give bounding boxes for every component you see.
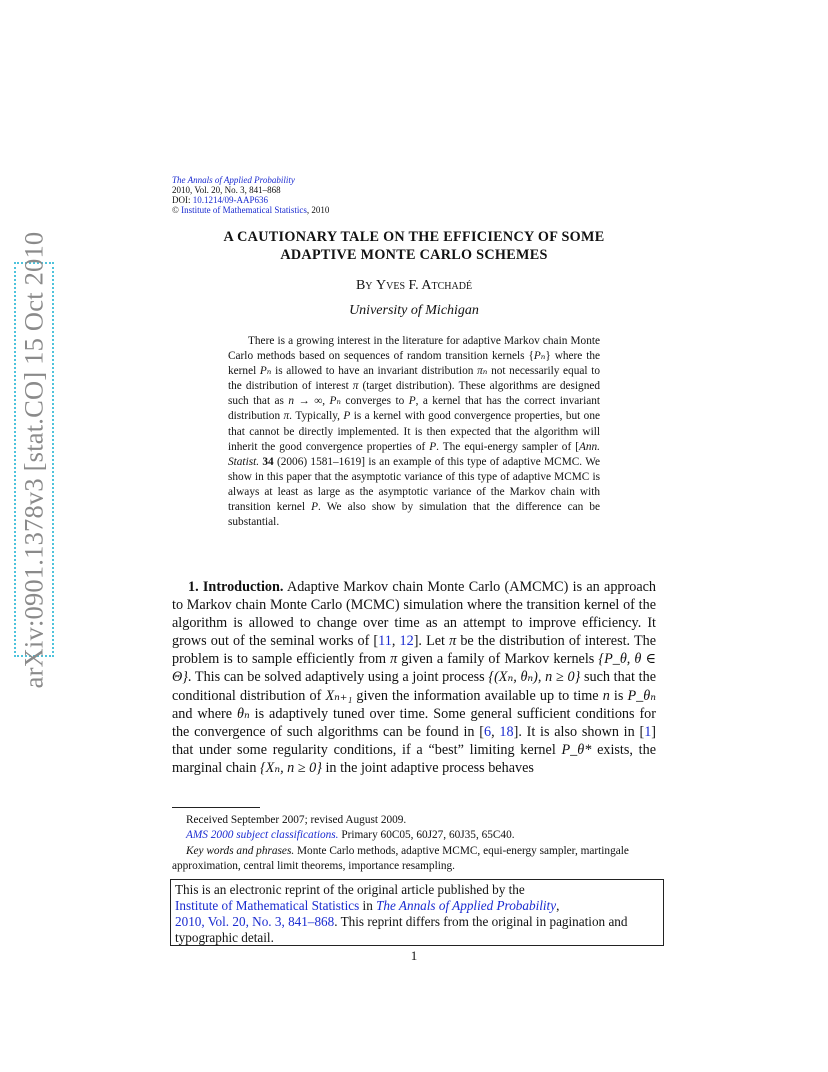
keywords: Key words and phrases. Monte Carlo methods, adaptive MCMC, equi-energy sampler, martingale approximation, central limit theorems, importance resampling. xyxy=(172,844,629,872)
introduction-paragraph: 1. Introduction. Adaptive Markov chain Monte Carlo (AMCMC) is an approach to Markov chain Monte Carlo (MCMC) simulation where the transition kernel of the algorithm is allowed to change over time as an attempt to improve efficiency. It grows out of the seminal works of [11, 12]. Let π be the distribution of interest. The problem is to sample efficiently from π given a family of Markov kernels {P_θ, θ ∈ Θ}. This can be solved adaptively using a joint process {(Xₙ, θₙ), n ≥ 0} such that the conditional distribution of Xₙ₊₁ given the information available up to time n is P_θₙ and where θₙ is adaptively tuned over time. Some general sufficient conditions for the convergence of such algorithms can be found in [6, 18]. It is also shown in [1] that under some regularity conditions, if a “best” limiting kernel P_θ* exists, the marginal chain {Xₙ, n ≥ 0} in the joint adaptive process behaves xyxy=(172,579,657,776)
copyright-icon: © xyxy=(172,205,179,215)
author-affiliation: University of Michigan xyxy=(349,303,479,318)
footnotes xyxy=(172,813,656,874)
received-dates: Received September 2007; revised August 2009. xyxy=(186,814,407,826)
journal-volume: 2010, Vol. 20, No. 3, 841–868 xyxy=(172,185,281,195)
abstract xyxy=(228,334,600,530)
abstract-text: There is a growing interest in the literature for adaptive Markov chain Monte Carlo methods based on sequences of random transition kernels {Pₙ} where the kernel Pₙ is allowed to have an invariant distribution πₙ not necessarily equal to the distribution of interest π (target distribution). These algorithms are designed such that as n → ∞, Pₙ converges to P, a kernel that has the correct invariant distribution π. Typically, P is a kernel with good convergence properties, but one that cannot be directly implemented. It is then expected that the algorithm will inherit the good convergence properties of P. The equi-energy sampler of [Ann. Statist. 34 (2006) 1581–1619] is an example of this type of adaptive MCMC. We show in this paper that the asymptotic variance of this type of adaptive MCMC is always at least as large as the asymptotic variance of the Markov chain with transition kernel P. We also show by simulation that the difference can be substantial. xyxy=(228,335,601,529)
ims-link[interactable]: Institute of Mathematical Statistics xyxy=(175,898,360,914)
introduction-section xyxy=(172,578,656,777)
citation-link-18[interactable]: 18 xyxy=(499,723,514,740)
ams-classification-link[interactable]: AMS 2000 subject classifications. xyxy=(186,829,339,842)
footnote-divider xyxy=(172,807,260,808)
arxiv-identifier-stamp[interactable] xyxy=(14,231,54,688)
paper-author: By Yves F. Atchadé xyxy=(355,278,473,293)
citation-link-6[interactable]: 6 xyxy=(484,723,492,740)
journal-name-link[interactable]: The Annals of Applied Probability xyxy=(172,175,295,185)
journal-link[interactable]: The Annals of Applied Probability xyxy=(376,898,557,914)
doi-link[interactable]: 10.1214/09-AAP636 xyxy=(192,195,269,205)
volume-link[interactable]: 2010, Vol. 20, No. 3, 841–868 xyxy=(175,914,335,930)
journal-header xyxy=(172,175,329,215)
publisher-link[interactable]: Institute of Mathematical Statistics xyxy=(181,205,307,215)
arxiv-identifier[interactable]: arXiv:0901.1378v3 [stat.CO] 15 Oct 2010 xyxy=(18,231,49,688)
citation-link-12[interactable]: 12 xyxy=(399,633,414,650)
citation-link-1[interactable]: 1 xyxy=(644,723,652,740)
author-name: Yves F. Atchadé xyxy=(376,278,473,293)
section-heading: 1. Introduction. xyxy=(188,579,284,595)
journal-copyright: © Institute of Mathematical Statistics, 2010 xyxy=(172,205,330,215)
page-number: 1 xyxy=(410,948,418,963)
reprint-notice-box: This is an electronic reprint of the original article published by the Institute of Mathematical Statistics in The Annals of Applied Probability, 2010, Vol. 20, No. 3, 841–868. This reprint differs from the original in pagination and typographic detail. xyxy=(170,879,664,946)
subject-classifications: AMS 2000 subject classifications. Primary 60C05, 60J27, 60J35, 65C40. xyxy=(186,829,515,842)
journal-doi: DOI: 10.1214/09-AAP636 xyxy=(172,195,269,205)
citation-link-11[interactable]: 11 xyxy=(378,633,392,650)
paper-title: A CAUTIONARY TALE ON THE EFFICIENCY OF SOME ADAPTIVE MONTE CARLO SCHEMES xyxy=(223,229,605,263)
